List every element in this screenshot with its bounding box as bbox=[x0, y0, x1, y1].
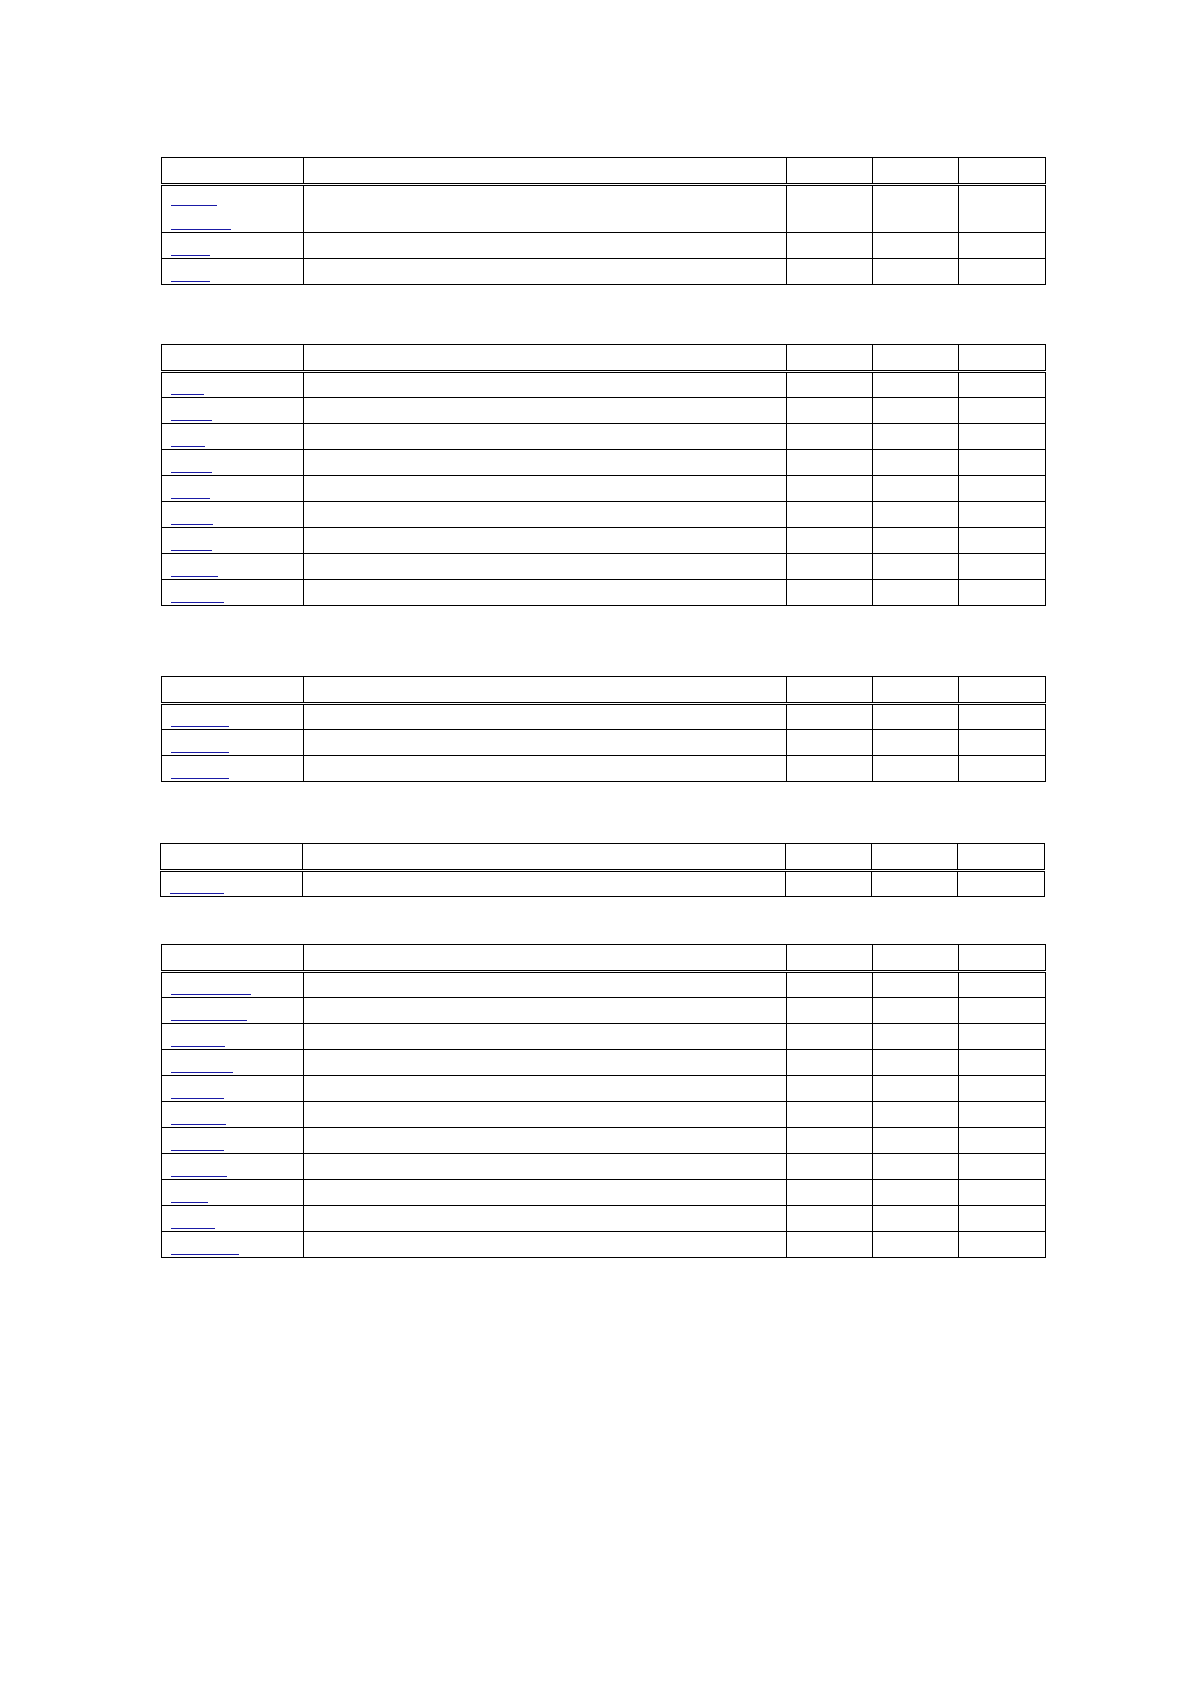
row-cell bbox=[872, 871, 958, 897]
hyperlink[interactable] bbox=[171, 1228, 215, 1229]
row-link-cell[interactable] bbox=[162, 233, 304, 259]
header-cell bbox=[959, 945, 1046, 972]
header-cell bbox=[872, 844, 958, 871]
hyperlink[interactable] bbox=[171, 726, 229, 727]
hyperlink[interactable] bbox=[171, 602, 224, 603]
table-row bbox=[162, 1232, 1046, 1258]
row-cell bbox=[959, 450, 1046, 476]
row-cell bbox=[787, 528, 873, 554]
row-cell bbox=[873, 756, 959, 782]
hyperlink[interactable] bbox=[171, 752, 229, 753]
row-cell bbox=[959, 1076, 1046, 1102]
table-row bbox=[162, 730, 1046, 756]
row-link-cell[interactable] bbox=[162, 1102, 304, 1128]
table-row bbox=[162, 1102, 1046, 1128]
row-cell bbox=[873, 998, 959, 1024]
table-3 bbox=[161, 676, 1046, 782]
table-header-row bbox=[162, 158, 1046, 185]
header-cell bbox=[304, 945, 787, 972]
row-desc-cell bbox=[304, 502, 787, 528]
header-cell bbox=[959, 345, 1046, 372]
hyperlink[interactable] bbox=[171, 524, 213, 525]
header-cell bbox=[873, 345, 959, 372]
row-desc-cell bbox=[304, 1024, 787, 1050]
row-cell bbox=[959, 998, 1046, 1024]
row-cell bbox=[787, 1128, 873, 1154]
row-cell bbox=[787, 756, 873, 782]
row-desc-cell bbox=[304, 580, 787, 606]
row-cell bbox=[873, 1154, 959, 1180]
row-link-cell[interactable] bbox=[162, 1050, 304, 1076]
table-1 bbox=[161, 157, 1046, 285]
header-cell bbox=[303, 844, 786, 871]
row-link-cell[interactable] bbox=[162, 1024, 304, 1050]
row-link-cell[interactable] bbox=[162, 580, 304, 606]
row-cell bbox=[873, 259, 959, 285]
row-cell bbox=[873, 450, 959, 476]
row-link-cell[interactable] bbox=[162, 1128, 304, 1154]
hyperlink[interactable] bbox=[171, 1176, 227, 1177]
hyperlink[interactable] bbox=[171, 394, 204, 395]
row-cell bbox=[959, 972, 1046, 998]
row-cell bbox=[873, 1206, 959, 1232]
row-link-cell[interactable] bbox=[161, 871, 303, 897]
row-link-cell[interactable] bbox=[162, 704, 304, 730]
table-header-row bbox=[162, 345, 1046, 372]
row-cell bbox=[873, 372, 959, 398]
header-cell bbox=[786, 844, 872, 871]
row-cell bbox=[959, 730, 1046, 756]
row-link-cell[interactable] bbox=[162, 1154, 304, 1180]
table-row bbox=[162, 580, 1046, 606]
row-cell bbox=[959, 756, 1046, 782]
row-cell bbox=[959, 580, 1046, 606]
row-cell bbox=[959, 476, 1046, 502]
row-cell bbox=[873, 528, 959, 554]
header-cell bbox=[161, 844, 303, 871]
row-desc-cell bbox=[304, 998, 787, 1024]
row-cell bbox=[959, 528, 1046, 554]
row-cell bbox=[873, 502, 959, 528]
hyperlink[interactable] bbox=[171, 1202, 208, 1203]
hyperlink[interactable] bbox=[171, 1020, 247, 1021]
table-row bbox=[162, 450, 1046, 476]
table-row bbox=[162, 502, 1046, 528]
table-row bbox=[162, 1206, 1046, 1232]
row-desc-cell bbox=[304, 1102, 787, 1128]
row-desc-cell bbox=[304, 1232, 787, 1258]
table-2 bbox=[161, 344, 1046, 606]
header-cell bbox=[873, 677, 959, 704]
header-cell bbox=[162, 677, 304, 704]
row-cell bbox=[958, 871, 1045, 897]
table-row bbox=[162, 424, 1046, 450]
header-cell bbox=[304, 345, 787, 372]
hyperlink[interactable] bbox=[171, 420, 212, 421]
row-link-cell[interactable] bbox=[162, 528, 304, 554]
hyperlink[interactable] bbox=[171, 1124, 226, 1125]
row-cell bbox=[787, 233, 873, 259]
hyperlink[interactable] bbox=[171, 1254, 239, 1255]
row-link-cell[interactable] bbox=[162, 476, 304, 502]
header-cell bbox=[787, 345, 873, 372]
row-cell bbox=[787, 424, 873, 450]
header-cell bbox=[873, 945, 959, 972]
row-cell bbox=[787, 1050, 873, 1076]
row-cell bbox=[787, 398, 873, 424]
row-desc-cell bbox=[304, 450, 787, 476]
table-header-row bbox=[162, 677, 1046, 704]
header-cell bbox=[304, 158, 787, 185]
hyperlink[interactable] bbox=[171, 472, 212, 473]
header-cell bbox=[787, 945, 873, 972]
row-cell bbox=[873, 580, 959, 606]
table-4 bbox=[160, 843, 1045, 897]
hyperlink[interactable] bbox=[171, 1150, 224, 1151]
header-cell bbox=[873, 158, 959, 185]
row-cell bbox=[786, 871, 872, 897]
row-cell bbox=[787, 704, 873, 730]
hyperlink[interactable] bbox=[171, 446, 205, 447]
row-cell bbox=[873, 704, 959, 730]
row-cell bbox=[959, 1232, 1046, 1258]
hyperlink[interactable] bbox=[170, 893, 224, 894]
row-cell bbox=[873, 730, 959, 756]
row-cell bbox=[787, 1076, 873, 1102]
table-row bbox=[162, 259, 1046, 285]
table-row bbox=[162, 1076, 1046, 1102]
row-desc-cell bbox=[304, 424, 787, 450]
row-cell bbox=[873, 1128, 959, 1154]
hyperlink[interactable] bbox=[171, 498, 210, 499]
row-cell bbox=[959, 1180, 1046, 1206]
row-cell bbox=[787, 730, 873, 756]
row-desc-cell bbox=[303, 871, 786, 897]
hyperlink[interactable] bbox=[171, 1046, 225, 1047]
row-cell bbox=[959, 1050, 1046, 1076]
table-row bbox=[162, 185, 1046, 233]
table-row bbox=[162, 1128, 1046, 1154]
table-row bbox=[161, 871, 1045, 897]
row-desc-cell bbox=[304, 1154, 787, 1180]
hyperlink[interactable] bbox=[171, 281, 210, 282]
header-cell bbox=[959, 677, 1046, 704]
row-cell bbox=[873, 1102, 959, 1128]
table-row bbox=[162, 756, 1046, 782]
row-cell bbox=[873, 424, 959, 450]
row-desc-cell bbox=[304, 704, 787, 730]
row-cell bbox=[873, 972, 959, 998]
row-desc-cell bbox=[304, 756, 787, 782]
row-link-cell[interactable] bbox=[162, 424, 304, 450]
row-cell bbox=[959, 1154, 1046, 1180]
header-cell bbox=[959, 158, 1046, 185]
row-cell bbox=[959, 424, 1046, 450]
row-cell bbox=[959, 233, 1046, 259]
table-row bbox=[162, 398, 1046, 424]
row-link-cell[interactable] bbox=[162, 372, 304, 398]
header-cell bbox=[162, 945, 304, 972]
table-row bbox=[162, 1024, 1046, 1050]
row-cell bbox=[787, 1180, 873, 1206]
table-row bbox=[162, 998, 1046, 1024]
table-row bbox=[162, 233, 1046, 259]
row-cell bbox=[787, 998, 873, 1024]
hyperlink[interactable] bbox=[171, 1072, 233, 1073]
table-row bbox=[162, 476, 1046, 502]
row-cell bbox=[873, 1050, 959, 1076]
row-link-cell[interactable] bbox=[162, 1180, 304, 1206]
table-header-row bbox=[161, 844, 1045, 871]
row-cell bbox=[959, 372, 1046, 398]
row-cell bbox=[787, 372, 873, 398]
row-cell bbox=[873, 476, 959, 502]
table-row bbox=[162, 704, 1046, 730]
hyperlink[interactable] bbox=[171, 205, 217, 206]
row-cell bbox=[787, 1206, 873, 1232]
row-cell bbox=[959, 398, 1046, 424]
table-row bbox=[162, 372, 1046, 398]
row-cell bbox=[787, 1154, 873, 1180]
row-cell bbox=[959, 502, 1046, 528]
row-desc-cell bbox=[304, 233, 787, 259]
row-cell bbox=[787, 185, 873, 233]
header-cell bbox=[958, 844, 1045, 871]
table-row bbox=[162, 972, 1046, 998]
row-cell bbox=[787, 450, 873, 476]
row-link-cell[interactable] bbox=[162, 1206, 304, 1232]
row-cell bbox=[873, 233, 959, 259]
row-cell bbox=[959, 259, 1046, 285]
row-cell bbox=[873, 1024, 959, 1050]
row-cell bbox=[873, 1076, 959, 1102]
row-cell bbox=[787, 259, 873, 285]
hyperlink[interactable] bbox=[171, 994, 251, 995]
header-cell bbox=[787, 158, 873, 185]
row-link-cell[interactable] bbox=[162, 259, 304, 285]
row-desc-cell bbox=[304, 730, 787, 756]
row-link-cell[interactable] bbox=[162, 554, 304, 580]
row-desc-cell bbox=[304, 398, 787, 424]
row-desc-cell bbox=[304, 259, 787, 285]
row-link-cell[interactable] bbox=[162, 730, 304, 756]
row-desc-cell bbox=[304, 1128, 787, 1154]
row-desc-cell bbox=[304, 1206, 787, 1232]
row-link-cell[interactable] bbox=[162, 756, 304, 782]
row-cell bbox=[873, 185, 959, 233]
hyperlink[interactable] bbox=[171, 1098, 224, 1099]
row-desc-cell bbox=[304, 972, 787, 998]
row-link-cell[interactable] bbox=[162, 1076, 304, 1102]
header-cell bbox=[162, 158, 304, 185]
hyperlink[interactable] bbox=[171, 576, 218, 577]
row-cell bbox=[787, 1024, 873, 1050]
hyperlink[interactable] bbox=[171, 778, 229, 779]
table-row bbox=[162, 528, 1046, 554]
row-cell bbox=[959, 1024, 1046, 1050]
row-desc-cell bbox=[304, 185, 787, 233]
row-desc-cell bbox=[304, 554, 787, 580]
table-row bbox=[162, 554, 1046, 580]
row-cell bbox=[959, 1128, 1046, 1154]
row-link-cell[interactable] bbox=[162, 972, 304, 998]
row-cell bbox=[787, 502, 873, 528]
row-cell bbox=[787, 1102, 873, 1128]
row-cell bbox=[787, 972, 873, 998]
row-cell bbox=[873, 398, 959, 424]
row-cell bbox=[959, 185, 1046, 233]
hyperlink[interactable] bbox=[171, 550, 212, 551]
row-desc-cell bbox=[304, 528, 787, 554]
hyperlink[interactable] bbox=[171, 255, 210, 256]
row-cell bbox=[787, 1232, 873, 1258]
table-row bbox=[162, 1050, 1046, 1076]
row-cell bbox=[787, 476, 873, 502]
table-row bbox=[162, 1154, 1046, 1180]
row-cell bbox=[959, 704, 1046, 730]
header-cell bbox=[304, 677, 787, 704]
row-cell bbox=[873, 554, 959, 580]
row-link-cell[interactable] bbox=[162, 398, 304, 424]
table-row bbox=[162, 1180, 1046, 1206]
row-cell bbox=[873, 1180, 959, 1206]
row-desc-cell bbox=[304, 476, 787, 502]
row-desc-cell bbox=[304, 1050, 787, 1076]
row-link-cell[interactable] bbox=[162, 185, 304, 233]
row-link-cell[interactable] bbox=[162, 1232, 304, 1258]
row-link-cell[interactable] bbox=[162, 998, 304, 1024]
header-cell bbox=[162, 345, 304, 372]
row-desc-cell bbox=[304, 1180, 787, 1206]
row-cell bbox=[959, 554, 1046, 580]
row-cell bbox=[787, 554, 873, 580]
header-cell bbox=[787, 677, 873, 704]
row-cell bbox=[873, 1232, 959, 1258]
row-cell bbox=[787, 580, 873, 606]
row-cell bbox=[959, 1206, 1046, 1232]
row-link-cell[interactable] bbox=[162, 502, 304, 528]
row-desc-cell bbox=[304, 372, 787, 398]
row-desc-cell bbox=[304, 1076, 787, 1102]
table-5 bbox=[161, 944, 1046, 1258]
table-header-row bbox=[162, 945, 1046, 972]
row-link-cell[interactable] bbox=[162, 450, 304, 476]
row-cell bbox=[959, 1102, 1046, 1128]
hyperlink[interactable] bbox=[171, 229, 231, 230]
